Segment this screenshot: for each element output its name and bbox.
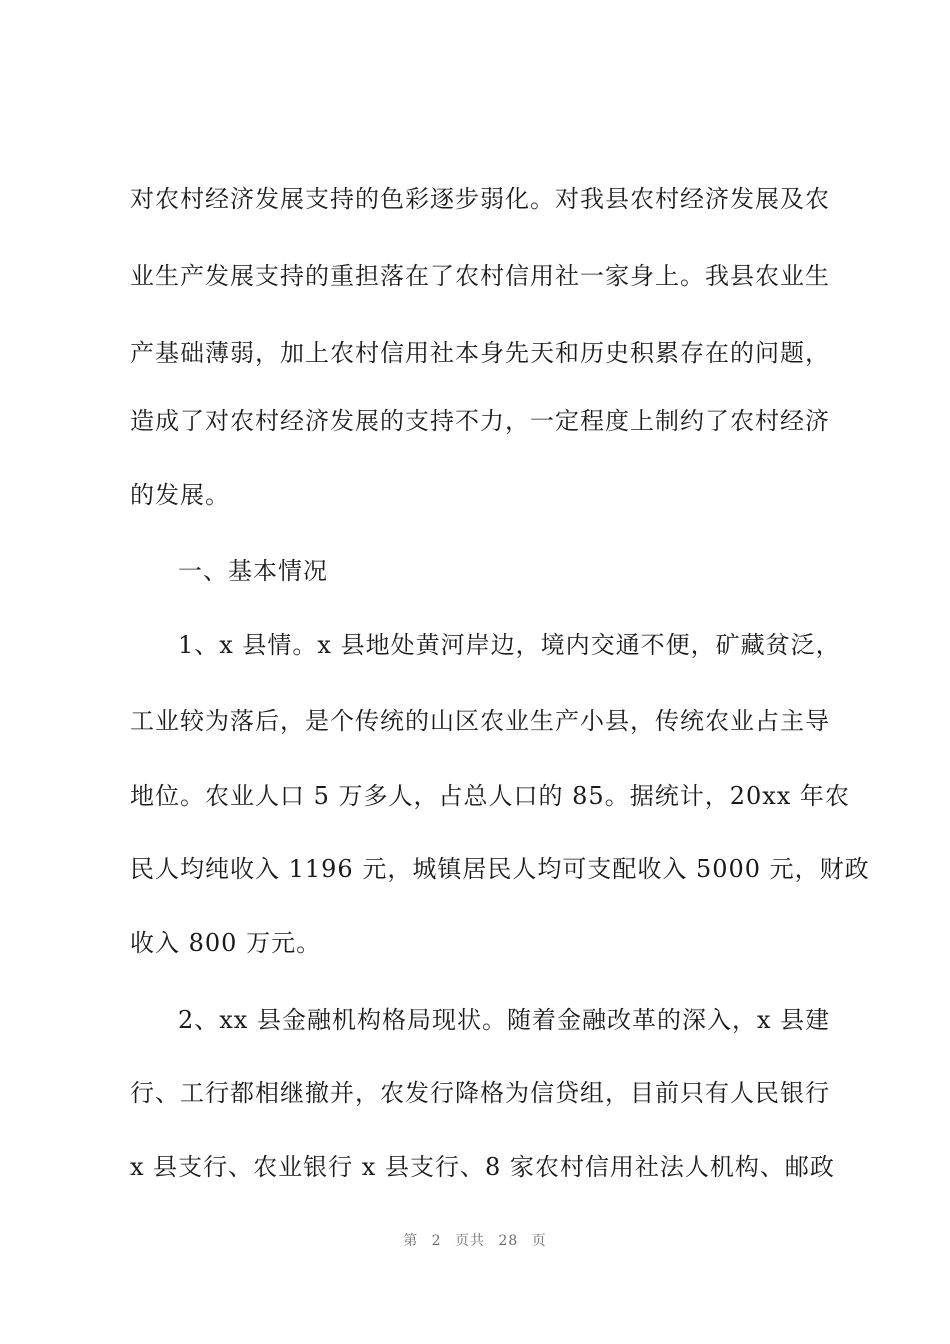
paragraph-line: 民人均纯收入 1196 元，城镇居民人均可支配收入 5000 元，财政	[130, 855, 870, 883]
paragraph-line: 的发展。	[130, 481, 230, 509]
paragraph-line: 收入 800 万元。	[130, 929, 322, 957]
paragraph-line: 工业较为落后，是个传统的山区农业生产小县，传统农业占主导	[130, 707, 830, 735]
footer-prefix: 第	[403, 1233, 419, 1249]
paragraph-line: 2、xx 县金融机构格局现状。随着金融改革的深入，x 县建	[178, 1006, 831, 1034]
paragraph-line: 产基础薄弱，加上农村信用社本身先天和历史积累存在的问题，	[130, 339, 830, 367]
footer-page-number: 2	[431, 1233, 442, 1249]
paragraph-line: 地位。农业人口 5 万多人，占总人口的 85。据统计，20xx 年农	[130, 782, 850, 810]
section-heading: 一、基本情况	[178, 557, 328, 585]
page-footer	[0, 1230, 950, 1250]
footer-total-pages: 28	[498, 1233, 519, 1249]
paragraph-line: 业生产发展支持的重担落在了农村信用社一家身上。我县农业生	[130, 262, 830, 290]
paragraph-line: 1、x 县情。x 县地处黄河岸边，境内交通不便，矿藏贫泛，	[178, 631, 841, 659]
footer-suffix: 页	[531, 1233, 547, 1249]
paragraph-line: 对农村经济发展支持的色彩逐步弱化。对我县农村经济发展及农	[130, 185, 830, 213]
footer-middle: 页共	[455, 1233, 486, 1249]
paragraph-line: x 县支行、农业银行 x 县支行、8 家农村信用社法人机构、邮政	[130, 1153, 835, 1181]
paragraph-line: 造成了对农村经济发展的支持不力，一定程度上制约了农村经济	[130, 407, 830, 435]
paragraph-line: 行、工行都相继撤并，农发行降格为信贷组，目前只有人民银行	[130, 1079, 830, 1107]
